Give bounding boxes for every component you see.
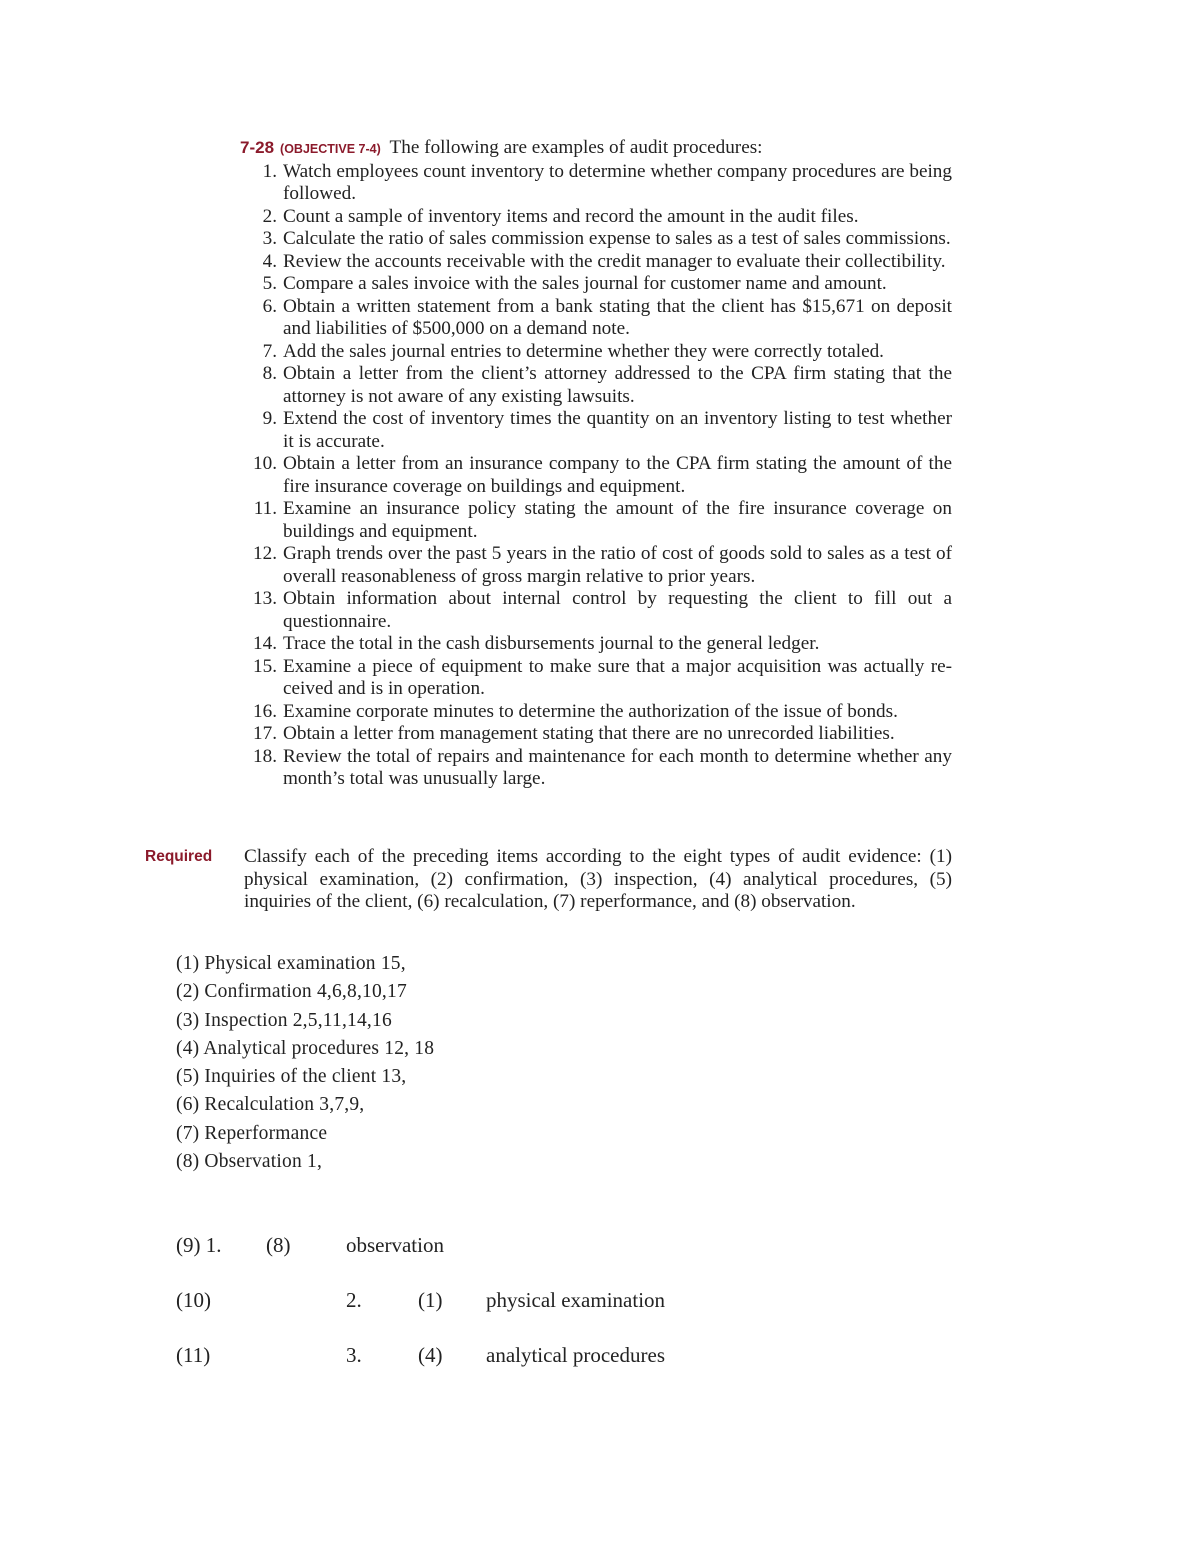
procedure-number: 10. (253, 453, 277, 474)
procedure-number: 6. (262, 295, 277, 317)
answer-line: (6) Recalculation 3,7,9, (176, 1094, 365, 1116)
problem-header (240, 137, 952, 161)
procedure-text: Obtain a letter from management stating that there are no unrecorded liabilities. (283, 723, 895, 744)
procedure-item (240, 296, 952, 341)
procedure-number: 13. (253, 588, 277, 609)
table-cell: 3. (346, 1343, 362, 1367)
table-cell: (1) (418, 1288, 443, 1312)
procedure-number: 2. (262, 205, 277, 227)
procedure-number: 11. (253, 498, 277, 519)
answer-line: (2) Confirmation 4,6,8,10,17 (176, 981, 407, 1003)
procedure-item (240, 161, 952, 206)
procedure-number: 14. (253, 633, 277, 654)
required-label: Required (145, 848, 213, 865)
answer-line: (8) Observation 1, (176, 1151, 323, 1173)
procedure-text: Trace the total in the cash disbursements journal to the general ledger. (283, 633, 820, 654)
procedure-item (240, 453, 952, 498)
procedure-item (240, 341, 952, 364)
table-cell: analytical procedures (486, 1343, 665, 1367)
procedure-number: 3. (262, 228, 277, 249)
procedure-text: Obtain a letter from the client’s attorney addressed to the CPA firm stating that the attorney is not aware of any existing lawsuits. (283, 363, 952, 407)
procedure-item (240, 228, 952, 251)
procedure-item (240, 588, 952, 633)
procedure-item (240, 723, 952, 746)
procedure-text: Count a sample of inventory items and record the amount in the audit files. (283, 205, 859, 227)
procedure-item (240, 251, 952, 274)
procedure-item (240, 273, 952, 296)
procedure-text: Graph trends over the past 5 years in the ratio of cost of goods sold to sales as a test of overall reasonableness of gross margin relative to prior years. (283, 543, 952, 587)
procedure-number: 15. (253, 655, 277, 677)
procedure-text: Calculate the ratio of sales commission expense to sales as a test of sales commissions. (283, 228, 951, 249)
procedure-text: Obtain a written statement from a bank stating that the client has $15,671 on deposit and liabilities of $500,000 on a demand note. (283, 295, 952, 339)
procedure-item (240, 656, 952, 701)
table-cell: (4) (418, 1343, 443, 1367)
procedure-item (240, 746, 952, 791)
answer-line: (4) Analytical procedures 12, 18 (176, 1037, 435, 1059)
procedure-text: Extend the cost of inventory times the quantity on an inventory listing to test whether it is accurate. (283, 408, 952, 452)
procedure-list (240, 161, 952, 791)
procedure-item (240, 363, 952, 408)
problem-number: 7-28 (240, 138, 275, 157)
table-cell: (9) 1. (176, 1233, 222, 1257)
procedure-number: 9. (262, 408, 277, 429)
procedure-number: 16. (253, 700, 277, 722)
procedure-number: 8. (262, 363, 277, 384)
procedure-number: 4. (262, 250, 277, 272)
answer-list (176, 950, 434, 1176)
objective-tag: (OBJECTIVE 7-4) (280, 142, 381, 156)
answer-line: (1) Physical examination 15, (176, 953, 406, 974)
answer-line: (3) Inspection 2,5,11,14,16 (176, 1009, 392, 1031)
procedure-text: Examine a piece of equipment to make sure that a major acquisition was actually re-ceived and is in operation. (283, 655, 952, 699)
procedure-text: Obtain information about internal control by requesting the client to fill out a questionnaire. (283, 588, 952, 632)
procedure-text: Examine corporate minutes to determine the authorization of the issue of bonds. (283, 700, 898, 722)
procedure-text: Examine an insurance policy stating the amount of the fire insurance coverage on buildings and equipment. (283, 498, 952, 542)
answer-line: (5) Inquiries of the client 13, (176, 1066, 407, 1088)
procedure-number: 17. (253, 723, 277, 744)
procedure-text: Obtain a letter from an insurance company to the CPA firm stating the amount of the fire insurance coverage on buildings and equipment. (283, 453, 952, 497)
required-text: Classify each of the preceding items according to the eight types of audit evidence: (1) physical examination, (2) confirmation, (3) inspection, (4) analytical procedures, (5) inquiries of the client, (6) recalculation, (7) reperformance, and (8) observation. (244, 846, 952, 912)
answer-line: (7) Reperformance (176, 1122, 328, 1144)
procedure-text: Watch employees count inventory to determine whether company procedures are being followed. (283, 160, 952, 204)
table-cell: (8) (266, 1233, 291, 1257)
procedure-number: 5. (262, 273, 277, 294)
procedure-text: Review the total of repairs and maintenance for each month to determine whether any month’s total was unusually large. (283, 745, 952, 789)
procedure-number: 7. (262, 340, 277, 362)
procedure-item (240, 543, 952, 588)
procedure-item (240, 498, 952, 543)
table-cell: 2. (346, 1288, 362, 1312)
procedure-item (240, 701, 952, 724)
table-cell: observation (346, 1233, 444, 1257)
problem-intro: The following are examples of audit procedures: (389, 137, 763, 158)
table-cell: (11) (176, 1343, 211, 1367)
table-cell: (10) (176, 1288, 211, 1312)
procedure-item (240, 408, 952, 453)
procedure-text: Review the accounts receivable with the credit manager to evaluate their collectibility. (283, 250, 946, 272)
procedure-number: 1. (262, 160, 277, 182)
procedure-text: Compare a sales invoice with the sales journal for customer name and amount. (283, 273, 887, 294)
procedure-item (240, 633, 952, 656)
problem-7-28 (240, 137, 952, 791)
procedure-number: 18. (253, 745, 277, 767)
procedure-number: 12. (253, 543, 277, 564)
table-cell: physical examination (486, 1288, 666, 1312)
procedure-text: Add the sales journal entries to determine whether they were correctly totaled. (283, 340, 884, 362)
procedure-item (240, 206, 952, 229)
